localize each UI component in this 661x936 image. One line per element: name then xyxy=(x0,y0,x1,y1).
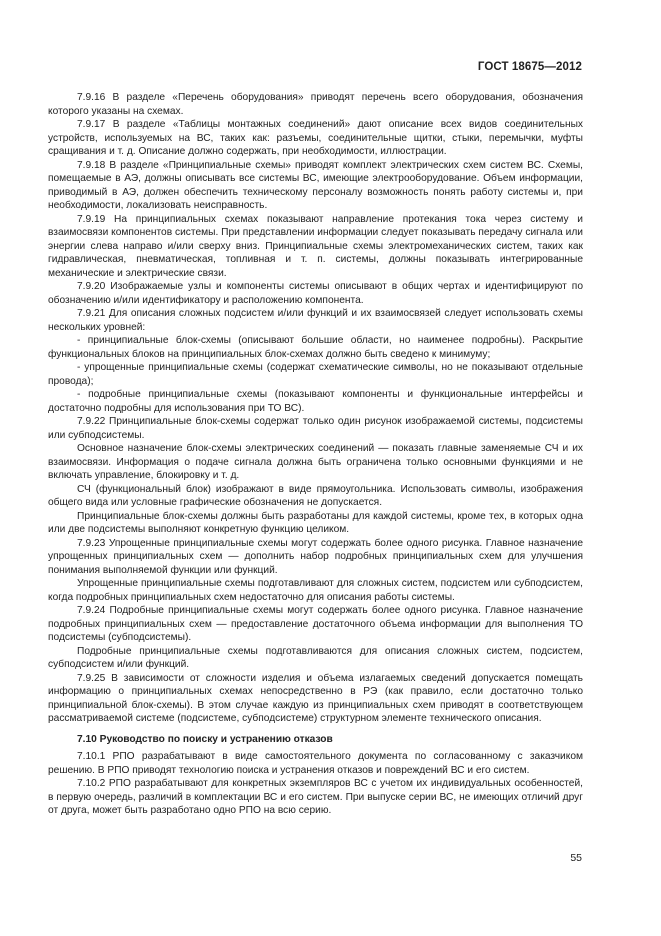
paragraph-simplified-scope: Упрощенные принципиальные схемы подготавливают для сложных систем, подсистем или субподсистем, когда подробных принципиальных схем недостаточно для описания работы системы. xyxy=(48,578,583,603)
paragraph-functional-block: СЧ (функциональный блок) изображают в виде прямоугольника. Использовать символы, изображения общего вида или условные графические обозначения не допускается. xyxy=(48,483,583,508)
list-item-simplified-diagrams: - упрощенные принципиальные схемы (содержат схематические символы, но не показывают отдельные провода); xyxy=(48,362,583,387)
paragraph-7-9-22: 7.9.22 Принципиальные блок-схемы содержат только один рисунок изображаемой системы, подсистемы или субподсистемы. xyxy=(48,416,583,441)
paragraph-block-diagram-purpose: Основное назначение блок-схемы электрических соединений — показать главные заменяемые СЧ и их взаимосвязи. Информация о подаче сигнала должна быть ограничена только основными функциями и не включать управление, блокировку и т. д. xyxy=(48,443,583,481)
page-number: 55 xyxy=(570,852,582,864)
list-item-block-diagrams: - принципиальные блок-схемы (описывают большие области, но наименее подробны). Раскрытие функциональных блоков на принципиальных блок-схемах должно быть сведено к минимуму; xyxy=(48,335,583,360)
paragraph-7-9-20: 7.9.20 Изображаемые узлы и компоненты системы описывают в общих чертах и идентифицируют по обозначению и/или идентификатору и расположению компонента. xyxy=(48,281,583,306)
paragraph-detailed-scope: Подробные принципиальные схемы подготавливаются для описания сложных систем, подсистем, субподсистем и/или функций. xyxy=(48,645,583,670)
paragraph-7-9-18: 7.9.18 В разделе «Принципиальные схемы» приводят комплект электрических схем систем ВС. Схемы, помещаемые в АЭ, должны описывать все системы ВС, имеющие электрооборудование. Объем информации, приводимый в АЭ, должен обеспечить техническому персоналу возможность понять работу системы и, при необходимости, локализовать неисправность. xyxy=(48,159,583,211)
list-item-detailed-diagrams: - подробные принципиальные схемы (показывают компоненты и функциональные интерфейсы и достаточно подробны для использования при ТО ВС). xyxy=(48,389,583,414)
paragraph-7-9-21: 7.9.21 Для описания сложных подсистем и/или функций и их взаимосвязей следует использовать схемы нескольких уровней: xyxy=(48,308,583,333)
paragraph-7-9-17: 7.9.17 В разделе «Таблицы монтажных соединений» дают описание всех видов соединительных устройств, используемых на ВС, таких как: разъемы, соединительные щитки, стыки, перемычки, муфты сращивания и т. д. Описание должно содержать, при необходимости, иллюстрации. xyxy=(48,119,583,157)
paragraph-7-9-23: 7.9.23 Упрощенные принципиальные схемы могут содержать более одного рисунка. Главное назначение упрощенных принципиальных схем — дополнить набор подробных принципиальных схем для улучшения понимания выполняемой функции или функций. xyxy=(48,537,583,576)
paragraph-7-9-25: 7.9.25 В зависимости от сложности изделия и объема излагаемых сведений допускается помещать информацию о принципиальных схемах непосредственно в РЭ (как правило, если достаточно только принципиальной блок-схемы). В этом случае каждую из принципиальных схем приводят в соответствующем рассматриваемой системе (подсистеме, субподсистеме) структурном элементе технического описания. xyxy=(48,672,583,724)
section-title-7-10: 7.10 Руководство по поиску и устранению отказов xyxy=(77,733,333,745)
paragraph-7-9-24: 7.9.24 Подробные принципиальные схемы могут содержать более одного рисунка. Главное назначение подробных принципиальных схем — предоставление достаточного объема информации для выполнения ТО подсистемы (субподсистемы). xyxy=(48,605,583,643)
standard-designation: ГОСТ 18675—2012 xyxy=(477,61,582,73)
paragraph-block-diagram-scope: Принципиальные блок-схемы должны быть разработаны для каждой системы, кроме тех, в которых одна или две подсистемы выполняют конкретную функцию целиком. xyxy=(48,510,583,535)
paragraph-7-9-19: 7.9.19 На принципиальных схемах показывают направление протекания тока через систему и взаимосвязи компонентов системы. При представлении информации следует показывать передачу сигнала или энергии слева направо и/или сверху вниз. Принципиальные схемы электромеханических систем, таких как гидравлическая, пневматическая, топливная и т. п. системы, должны показывать интегрированные механические и электрические связи. xyxy=(48,213,583,279)
paragraph-7-10-2: 7.10.2 РПО разрабатывают для конкретных экземпляров ВС с учетом их индивидуальных особенностей, в первую очередь, различий в комплектации ВС и его систем. При выпуске серии ВС, не имеющих отличий друг от друга, может быть разработано одно РПО на всю серию. xyxy=(48,778,583,816)
document-body xyxy=(48,91,583,818)
paragraph-7-10-1: 7.10.1 РПО разрабатывают в виде самостоятельного документа по согласованному с заказчиком решению. В РПО приводят технологию поиска и устранения отказов и повреждений ВС и его систем. xyxy=(48,751,583,776)
paragraph-7-9-16: 7.9.16 В разделе «Перечень оборудования» приводят перечень всего оборудования, обозначения которого указаны на схемах. xyxy=(48,92,583,117)
